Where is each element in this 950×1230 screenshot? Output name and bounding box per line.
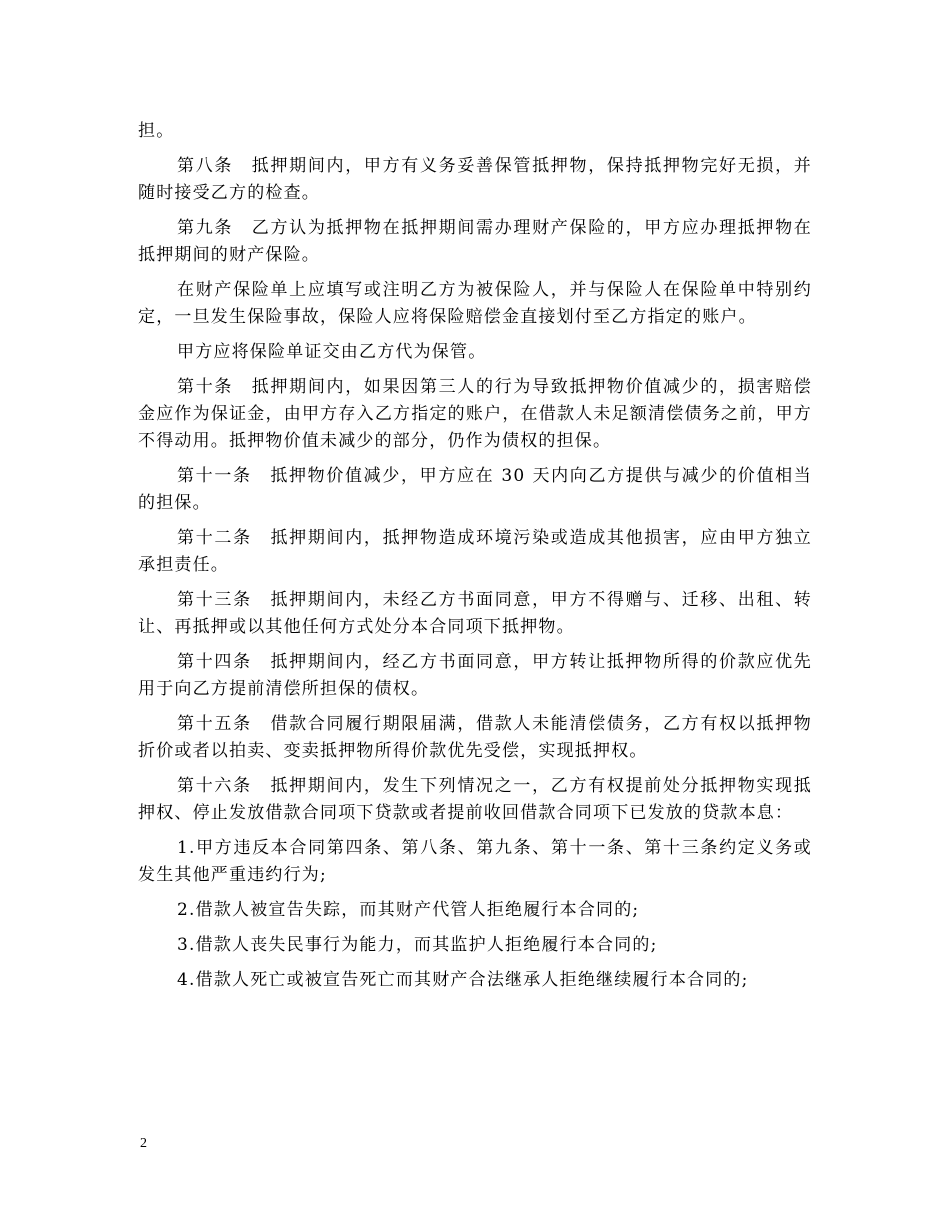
paragraph-article-10: 第十条 抵押期间内，如果因第三人的行为导致抵押物价值减少的，损害赔偿金应作为保证金，由甲方存入乙方指定的账户，在借款人未足额清偿债务之前，甲方不得动用。抵押物价值未减少的部分，仍作为债权的担保。	[138, 377, 812, 451]
paragraph-article-9: 第九条 乙方认为抵押物在抵押期间需办理财产保险的，甲方应办理抵押物在抵押期间的财产保险。	[138, 218, 812, 265]
list-item-1: 1.甲方违反本合同第四条、第八条、第九条、第十一条、第十三条约定义务或发生其他严重违约行为;	[138, 838, 812, 885]
paragraph-article-12: 第十二条 抵押期间内，抵押物造成环境污染或造成其他损害，应由甲方独立承担责任。	[138, 528, 812, 575]
paragraph-insurance-custody: 甲方应将保险单证交由乙方代为保管。	[177, 342, 487, 362]
paragraph-article-16: 第十六条 抵押期间内，发生下列情况之一，乙方有权提前处分抵押物实现抵押权、停止发放借款合同项下贷款或者提前收回借款合同项下已发放的贷款本息：	[138, 776, 812, 823]
paragraph-insurance-beneficiary: 在财产保险单上应填写或注明乙方为被保险人，并与保险人在保险单中特别约定，一旦发生保险事故，保险人应将保险赔偿金直接划付至乙方指定的账户。	[138, 280, 812, 327]
paragraph-article-15: 第十五条 借款合同履行期限届满，借款人未能清偿债务，乙方有权以抵押物折价或者以拍卖、变卖抵押物所得价款优先受偿，实现抵押权。	[138, 714, 812, 761]
list-item-4: 4.借款人死亡或被宣告死亡而其财产合法继承人拒绝继续履行本合同的;	[177, 970, 749, 990]
paragraph-article-8: 第八条 抵押期间内，甲方有义务妥善保管抵押物，保持抵押物完好无损，并随时接受乙方的检查。	[138, 156, 812, 203]
paragraph-article-11: 第十一条 抵押物价值减少，甲方应在 30 天内向乙方提供与减少的价值相当的担保。	[138, 466, 812, 513]
page-number: 2	[140, 1136, 147, 1151]
document-body	[138, 118, 812, 1002]
list-item-2: 2.借款人被宣告失踪，而其财产代管人拒绝履行本合同的;	[177, 900, 640, 920]
paragraph-article-14: 第十四条 抵押期间内，经乙方书面同意，甲方转让抵押物所得的价款应优先用于向乙方提前清偿所担保的债权。	[138, 652, 812, 699]
paragraph-continuation: 担。	[138, 121, 175, 141]
paragraph-article-13: 第十三条 抵押期间内，未经乙方书面同意，甲方不得赠与、迁移、出租、转让、再抵押或以其他任何方式处分本合同项下抵押物。	[138, 590, 812, 637]
list-item-3: 3.借款人丧失民事行为能力，而其监护人拒绝履行本合同的;	[177, 935, 658, 955]
